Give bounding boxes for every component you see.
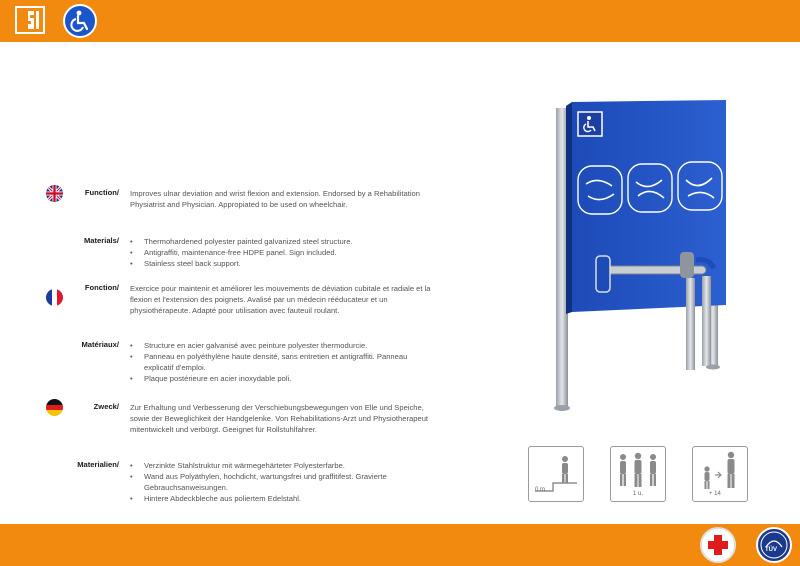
first-aid-icon bbox=[700, 527, 736, 563]
wheelchair-icon bbox=[63, 4, 97, 38]
list-item: • Hintere Abdeckbleche aus poliertem Edelstahl. bbox=[130, 493, 430, 504]
materials-label-de: Materialien/ bbox=[77, 460, 119, 469]
header-bar bbox=[0, 0, 800, 42]
materials-label-en: Materials/ bbox=[83, 236, 119, 245]
tuv-label: TÜV bbox=[765, 547, 777, 553]
materials-list-fr bbox=[130, 340, 430, 384]
list-item: • Wand aus Polyäthylen, hochdicht, wartungsfrei und graffitifest. Gravierte Gebrauchsanweisungen. bbox=[130, 471, 430, 493]
tuv-certification-icon bbox=[756, 527, 792, 563]
age-label: + 14 bbox=[709, 491, 721, 497]
list-item: • Panneau en polyéthylène haute densité, sans entretien et antigraffiti. Panneau explicatif d'emploi. bbox=[130, 351, 430, 373]
users-label: 1 u. bbox=[633, 491, 644, 497]
product-illustration bbox=[536, 100, 756, 415]
function-text-fr: Exercice pour maintenir et améliorer les mouvements de déviation cubitale et radiale et la flexion et l'extension des poignets. Avalisé par un médecin rééducateur et un physiothérapeute. Adapté pour utilisation avec fauteuil roulant. bbox=[130, 284, 431, 315]
function-label-en: Function/ bbox=[84, 188, 119, 197]
function-label-fr: Fonction/ bbox=[84, 283, 119, 292]
fall-height-label: 0 m bbox=[535, 487, 546, 493]
function-text-de: Zur Erhaltung und Verbesserung der Verschiebungsbewegungen von Elle und Speiche, sowie der Beweglichkeit der Handgelenke. Von Rehabilitations-Arzt und Physiotherapeut mitentwickelt und verbürgt. Geeignet für Rollstuhlfahrer. bbox=[130, 403, 429, 434]
list-item: • Structure en acier galvanisé avec peinture polyester thermodurcie. bbox=[130, 340, 430, 351]
list-item: • Plaque postérieure en acier inoxydable poli. bbox=[130, 373, 430, 384]
materials-label-fr: Matériaux/ bbox=[81, 340, 119, 349]
age-icon bbox=[692, 446, 748, 502]
materials-list-de bbox=[130, 460, 430, 504]
function-label-de: Zweck/ bbox=[93, 402, 119, 411]
users-icon bbox=[610, 446, 666, 502]
materials-list-en bbox=[130, 236, 430, 269]
list-item: • Verzinkte Stahlstruktur mit wärmegehärteter Polyesterfarbe. bbox=[130, 460, 430, 471]
list-item: • Thermohardened polyester painted galvanized steel structure. bbox=[130, 236, 430, 247]
function-text-en: Improves ulnar deviation and wrist flexion and extension. Endorsed by a Rehabilitation Physiatrist and Physician. Appropiated to be used on wheelchair. bbox=[130, 189, 420, 209]
list-item: • Antigraffiti, maintenance-free HDPE panel. Sign included. bbox=[130, 247, 430, 258]
list-item: • Stainless steel back support. bbox=[130, 258, 430, 269]
fall-height-icon bbox=[528, 446, 584, 502]
footer-bar bbox=[0, 524, 800, 566]
brand-logo-icon bbox=[14, 5, 46, 35]
